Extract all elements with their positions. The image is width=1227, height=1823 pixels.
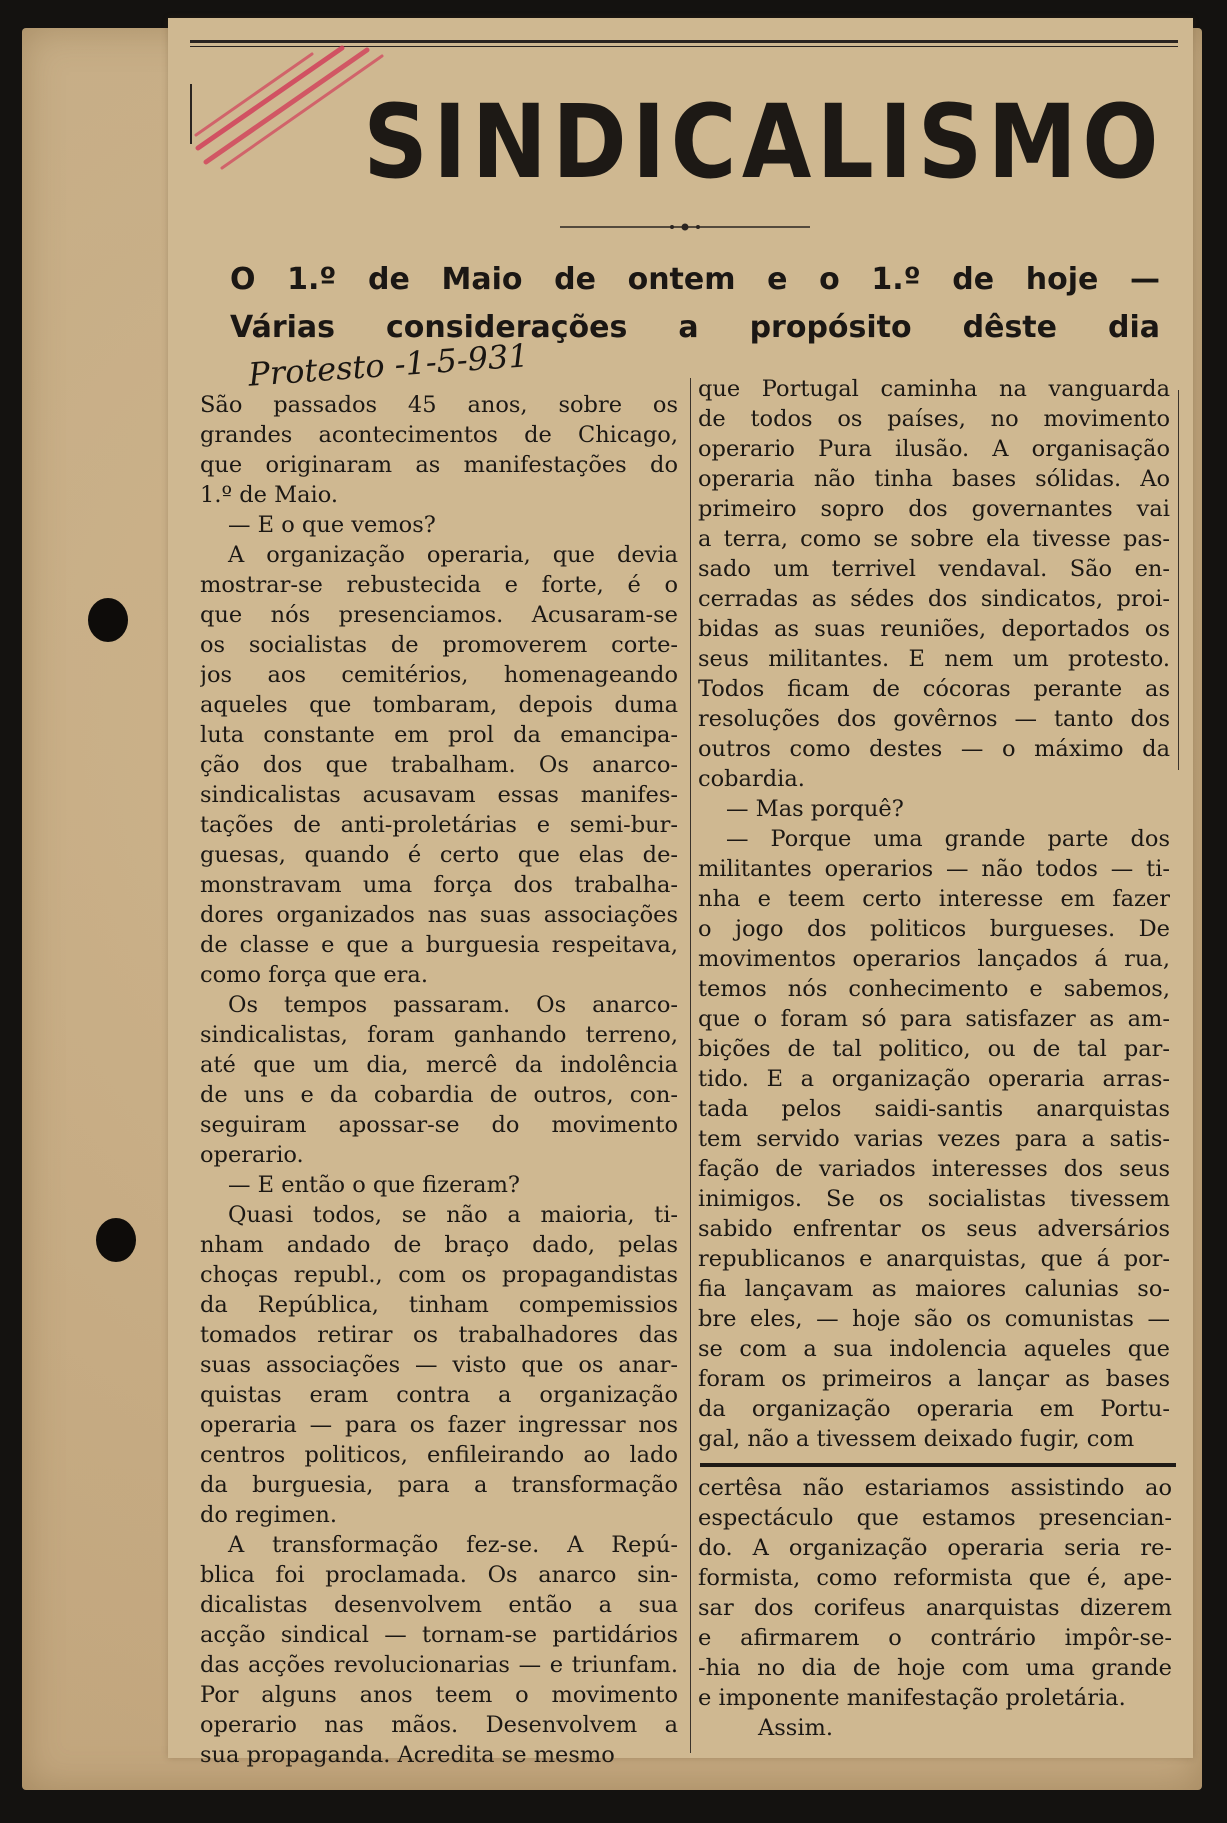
text-line: de uns e da cobardia de outros, con- <box>200 1082 678 1108</box>
text-line: resoluções dos govêrnos — tanto dos <box>698 706 1170 732</box>
text-line: seus militantes. E nem um protesto. <box>698 646 1170 672</box>
text-line: luta constante em prol da emancipa- <box>200 722 678 748</box>
text-line: jos aos cemitérios, homenageando <box>200 662 678 688</box>
text-line: -hia no dia de hoje com uma grande <box>698 1655 1172 1681</box>
masthead-title: SINDICALISMO <box>363 83 1164 202</box>
text-line: fação de variados interesses dos seus <box>698 1156 1170 1182</box>
text-line: guesas, quando é certo que elas de- <box>200 842 678 868</box>
text-line: centros politicos, enfileirando ao lado <box>200 1442 678 1468</box>
text-line: da República, tinham compemissios <box>200 1292 678 1318</box>
text-line: operario. <box>200 1142 304 1168</box>
text-line: a terra, como se sobre ela tivesse pas- <box>698 526 1170 552</box>
punch-hole-bottom <box>96 1218 136 1262</box>
headline-line-2: Várias considerações a propósito dêste dia <box>230 310 1160 345</box>
text-line: operaria — para os fazer ingressar nos <box>200 1412 678 1438</box>
text-line: Assim. <box>758 1715 834 1741</box>
text-line: se com a sua indolencia aqueles que <box>698 1336 1170 1362</box>
text-line: que Portugal caminha na vanguarda <box>698 376 1170 402</box>
text-line: temos nós conhecimento e sabemos, <box>698 976 1170 1002</box>
text-line: e afirmarem o contrário impôr-se- <box>698 1625 1172 1651</box>
text-line: operaria não tinha bases sólidas. Ao <box>698 466 1170 492</box>
text-line: como força que era. <box>200 962 428 988</box>
text-line: quistas eram contra a organização <box>200 1382 678 1408</box>
text-line: 1.º de Maio. <box>200 482 339 508</box>
text-line: que originaram as manifestações do <box>200 452 678 478</box>
text-line: primeiro sopro dos governantes vai <box>698 496 1170 522</box>
text-line: da burguesia, para a transformação <box>200 1472 678 1498</box>
text-line: sua propaganda. Acredita se mesmo <box>200 1742 615 1768</box>
text-line: sabido enfrentar os seus adversários <box>698 1216 1170 1242</box>
text-line: nha e teem certo interesse em fazer <box>698 886 1170 912</box>
text-line: de todos os países, no movimento <box>698 406 1170 432</box>
text-line: outros como destes — o máximo da <box>698 736 1170 762</box>
text-line: A transformação fez-se. A Repú- <box>228 1532 678 1558</box>
text-line: gal, não a tivessem deixado fugir, com <box>698 1426 1135 1452</box>
text-line: bre eles, — hoje são os comunistas — <box>698 1306 1170 1332</box>
text-line: grandes acontecimentos de Chicago, <box>200 422 678 448</box>
text-line: operario Pura ilusão. A organisação <box>698 436 1170 462</box>
text-line: monstravam uma força dos trabalha- <box>200 872 678 898</box>
text-line: sar dos corifeus anarquistas dizerem <box>698 1595 1172 1621</box>
text-line: espectáculo que estamos presencian- <box>698 1505 1172 1531</box>
section-divider <box>700 1463 1176 1467</box>
text-line: acção sindical — tornam-se partidários <box>200 1622 678 1648</box>
text-line: Quasi todos, se não a maioria, ti- <box>228 1202 678 1228</box>
text-line: tem servido varias vezes para a satis- <box>698 1126 1170 1152</box>
text-line: dicalistas desenvolvem então a sua <box>200 1592 678 1618</box>
article-column-2 <box>698 374 1170 1454</box>
text-line: movimentos operarios lançados á rua, <box>698 946 1170 972</box>
text-line: republicanos e anarquistas, que á por- <box>698 1246 1170 1272</box>
text-line: — E então o que fizeram? <box>228 1172 520 1198</box>
text-line: que o foram só para satisfazer as am- <box>698 1006 1170 1032</box>
handwritten-annotation: Protesto -1-5-931 <box>247 336 530 394</box>
text-line: sado um terrivel vendaval. São en- <box>698 556 1170 582</box>
text-line: operario nas mãos. Desenvolvem a <box>200 1712 678 1738</box>
text-line: — E o que vemos? <box>228 512 436 538</box>
text-line: do. A organização operaria seria re- <box>698 1535 1172 1561</box>
text-line: militantes operarios — não todos — ti- <box>698 856 1170 882</box>
text-line: cerradas as sédes dos sindicatos, proi- <box>698 586 1170 612</box>
text-line: ção dos que trabalham. Os anarco- <box>200 752 678 778</box>
text-line: foram os primeiros a lançar as bases <box>698 1366 1170 1392</box>
text-line: Os tempos passaram. Os anarco- <box>228 992 678 1018</box>
headline-line-1: O 1.º de Maio de ontem e o 1.º de hoje — <box>230 262 1160 297</box>
text-line: de classe e que a burguesia respeitava, <box>200 932 678 958</box>
text-line: tada pelos saidi-santis anarquistas <box>698 1096 1170 1122</box>
text-line: da organização operaria em Portu- <box>698 1396 1170 1422</box>
text-line: até que um dia, mercê da indolência <box>200 1052 678 1078</box>
text-line: tações de anti-proletárias e semi-bur- <box>200 812 678 838</box>
text-line: blica foi proclamada. Os anarco sin- <box>200 1562 678 1588</box>
text-line: inimigos. Se os socialistas tivessem <box>698 1186 1170 1212</box>
text-line: e imponente manifestação proletária. <box>698 1685 1126 1711</box>
title-ornament <box>560 220 810 234</box>
text-line: tido. E a organização operaria arras- <box>698 1066 1170 1092</box>
text-line: mostrar-se rebustecida e forte, é o <box>200 572 678 598</box>
text-line: do regimen. <box>200 1502 338 1528</box>
text-line: seguiram apossar-se do movimento <box>200 1112 678 1138</box>
text-line: fia lançavam as maiores calunias so- <box>698 1276 1170 1302</box>
column-divider <box>690 378 691 1753</box>
text-line: suas associações — visto que os anar- <box>200 1352 678 1378</box>
text-line: o jogo dos politicos burgueses. De <box>698 916 1170 942</box>
text-line: que nós presenciamos. Acusaram-se <box>200 602 678 628</box>
text-line: das acções revolucionarias — e triunfam. <box>200 1652 678 1678</box>
text-line: cobardia. <box>698 766 805 792</box>
text-line: Todos ficam de cócoras perante as <box>698 676 1170 702</box>
text-line: certêsa não estariamos assistindo ao <box>698 1475 1172 1501</box>
text-line: bidas as suas reuniões, deportados os <box>698 616 1170 642</box>
article-column-1 <box>200 390 678 1770</box>
text-line: — Porque uma grande parte dos <box>726 826 1170 852</box>
text-line: formista, como reformista que é, ape- <box>698 1565 1172 1591</box>
right-margin-rule <box>1178 390 1179 770</box>
text-line: São passados 45 anos, sobre os <box>200 392 678 418</box>
text-line: tomados retirar os trabalhadores das <box>200 1322 678 1348</box>
text-line: A organização operaria, que devia <box>228 542 678 568</box>
text-line: sindicalistas acusavam essas manifes- <box>200 782 678 808</box>
text-line: dores organizados nas suas associações <box>200 902 678 928</box>
text-line: — Mas porquê? <box>726 796 904 822</box>
text-line: Por alguns anos teem o movimento <box>200 1682 678 1708</box>
text-line: choças republ., com os propagandistas <box>200 1262 678 1288</box>
red-pencil-mark <box>192 40 402 180</box>
text-line: nham andado de braço dado, pelas <box>200 1232 678 1258</box>
punch-hole-top <box>88 598 128 642</box>
text-line: os socialistas de promoverem corte- <box>200 632 678 658</box>
article-column-3 <box>698 1473 1172 1743</box>
text-line: sindicalistas, foram ganhando terreno, <box>200 1022 678 1048</box>
text-line: bições de tal politico, ou de tal par- <box>698 1036 1170 1062</box>
text-line: aqueles que tombaram, depois duma <box>200 692 678 718</box>
